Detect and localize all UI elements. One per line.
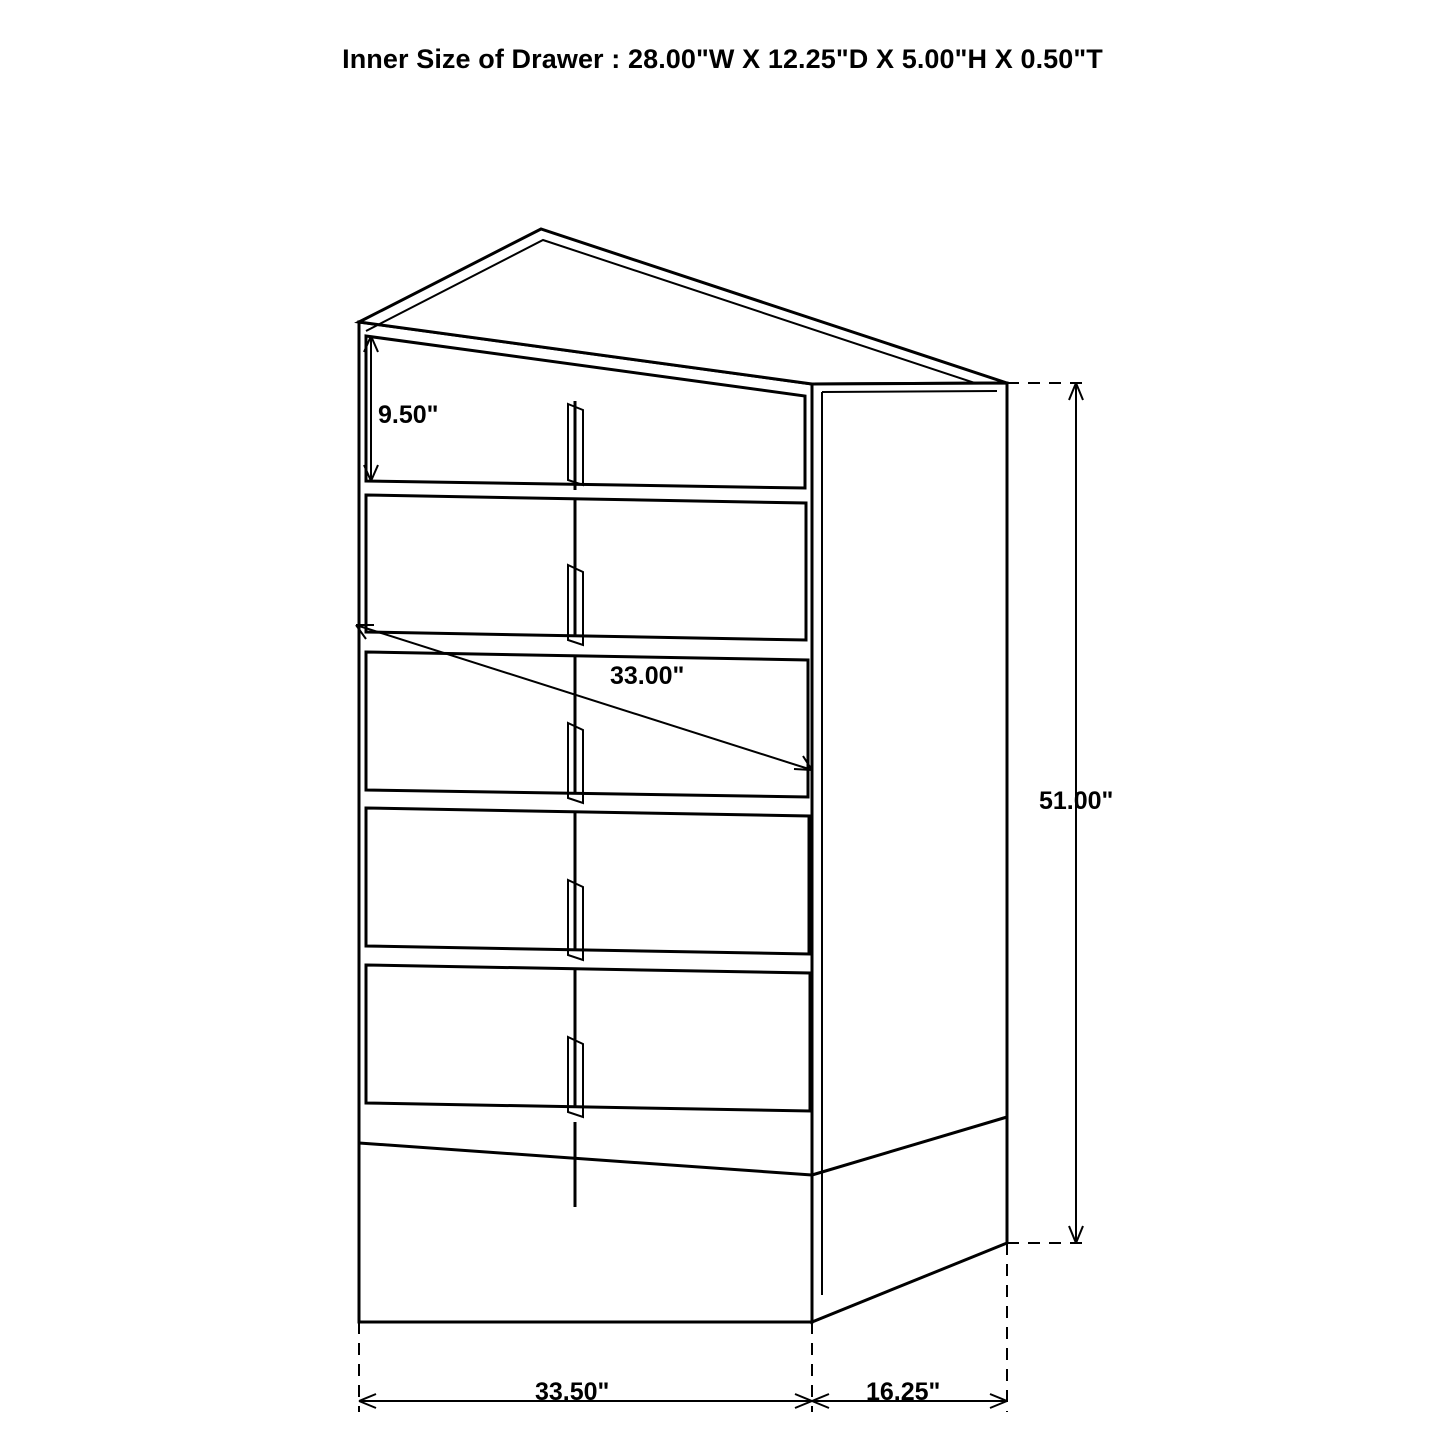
dimension-label-depth: 16.25" — [866, 1378, 941, 1406]
dimension-label-drawer-width: 33.00" — [610, 662, 685, 690]
dimension-label-total-width: 33.50" — [535, 1378, 610, 1406]
dimension-label-total-height: 51.00" — [1039, 787, 1114, 815]
cabinet-front-face — [359, 322, 812, 1322]
dimension-label-drawer-height: 9.50" — [378, 401, 439, 429]
cabinet-side-panel — [812, 383, 1007, 1322]
page-title: Inner Size of Drawer : 28.00"W X 12.25"D X 5.00"H X 0.50"T — [342, 44, 1103, 74]
